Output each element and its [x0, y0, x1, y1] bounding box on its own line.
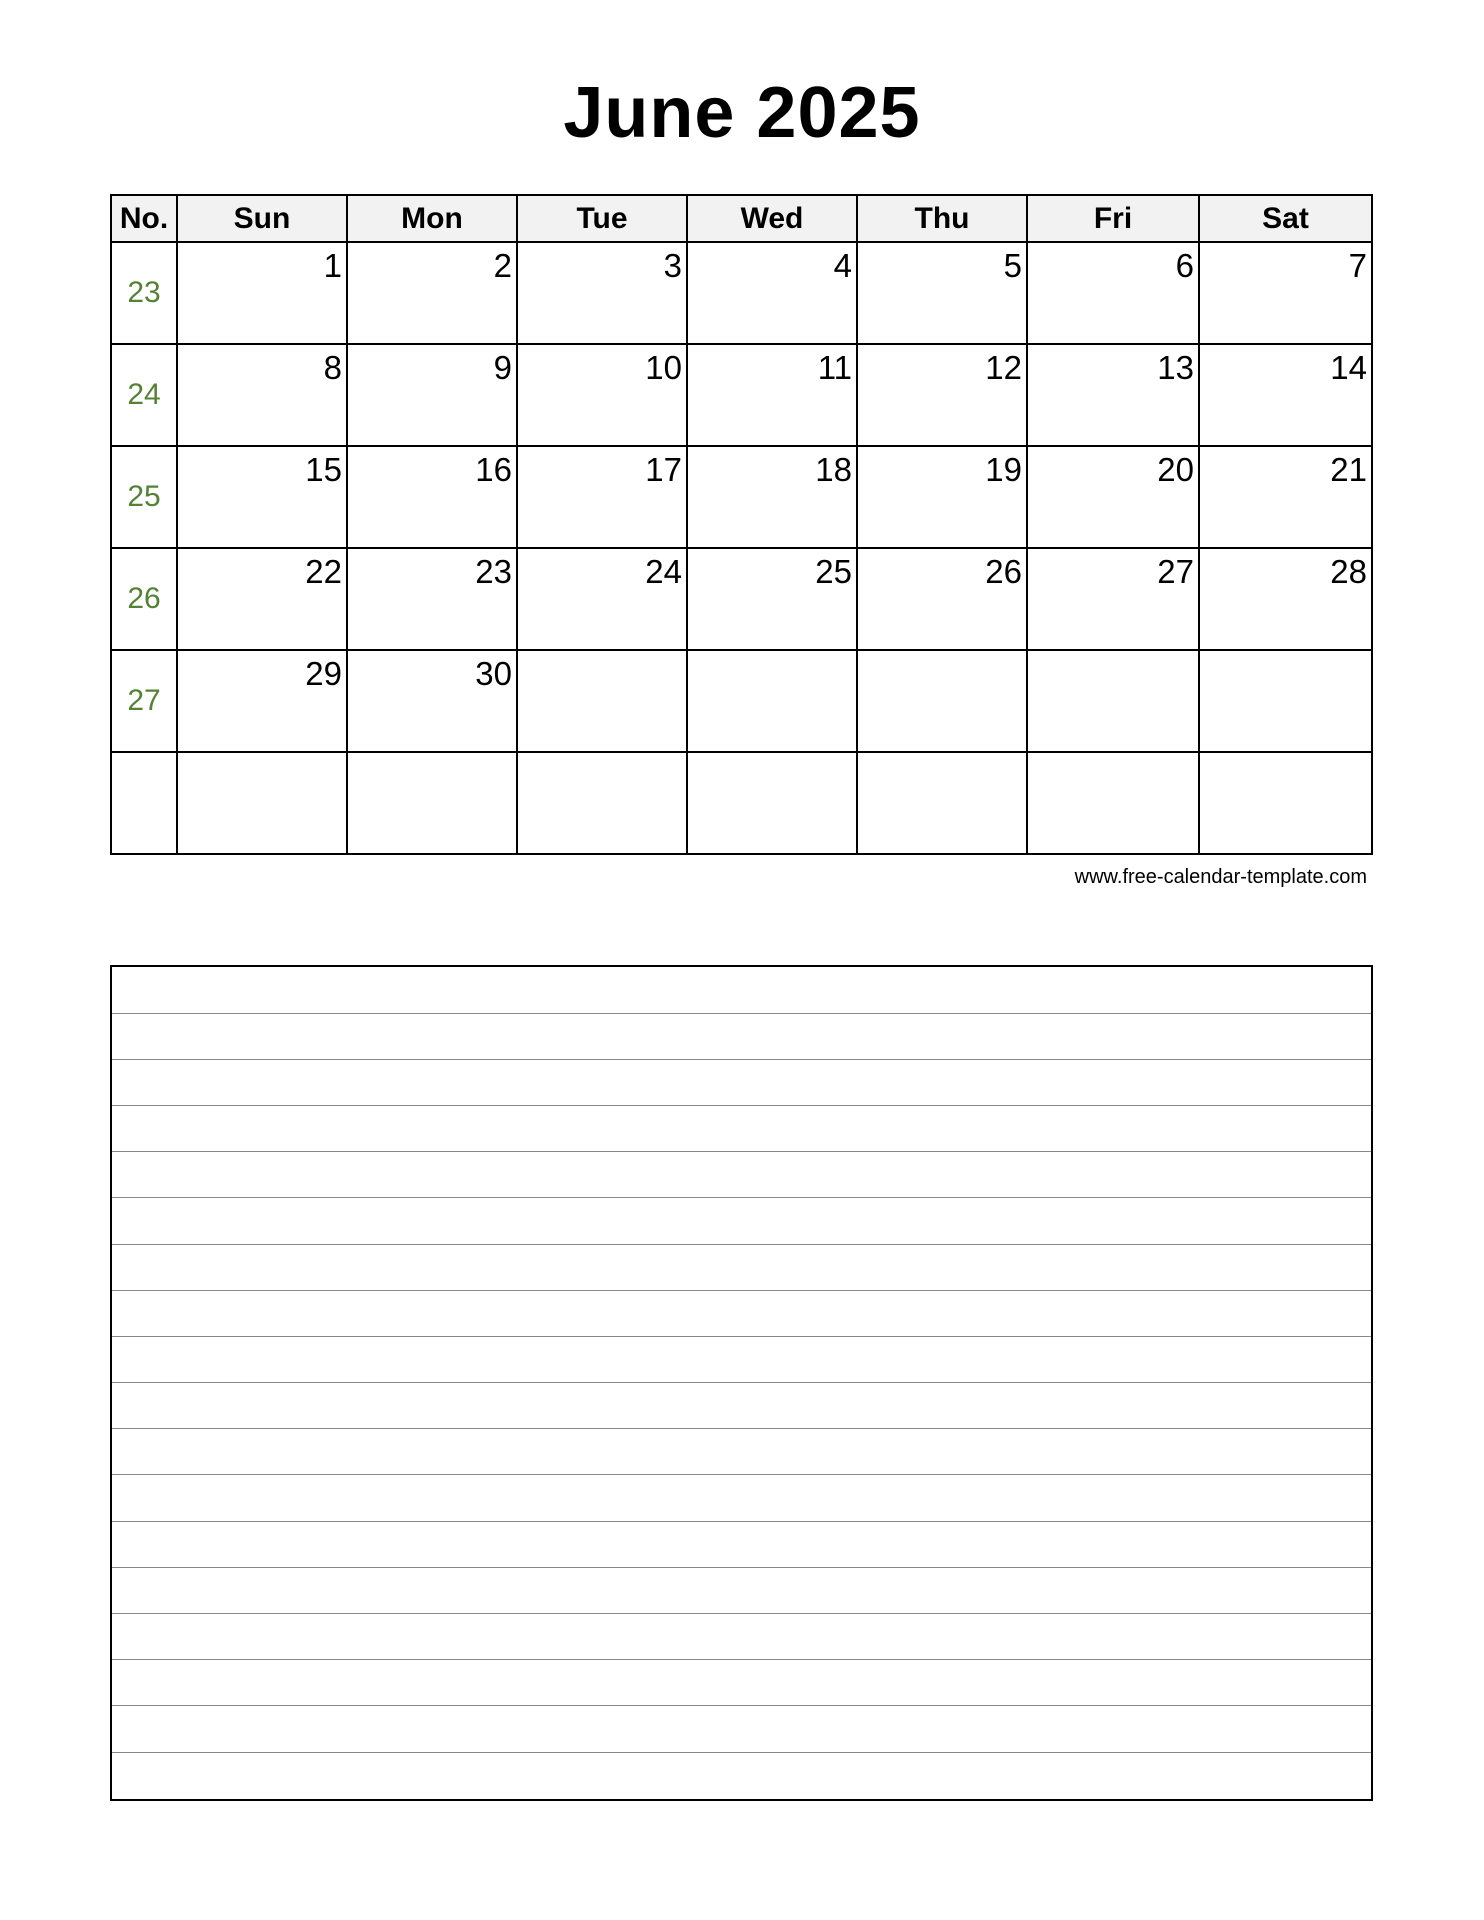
- note-line: [112, 1244, 1371, 1245]
- day-number: 20: [1157, 451, 1194, 488]
- calendar-grid: [110, 194, 1373, 855]
- day-cell: [857, 344, 1027, 446]
- day-number: 1: [323, 247, 342, 284]
- day-cell: [347, 344, 517, 446]
- day-number: 26: [985, 553, 1022, 590]
- day-number: 18: [815, 451, 852, 488]
- weekday-header-sun: Sun: [177, 195, 347, 242]
- note-line: [112, 1521, 1371, 1522]
- note-line: [112, 1752, 1371, 1753]
- day-number: 30: [475, 655, 512, 692]
- weekday-header-wed: Wed: [687, 195, 857, 242]
- week-row: [111, 242, 1372, 344]
- day-cell: [1199, 344, 1372, 446]
- note-line: [112, 1382, 1371, 1383]
- day-cell: [1199, 548, 1372, 650]
- day-cell: [517, 752, 687, 854]
- day-cell: [1027, 650, 1199, 752]
- day-number: [518, 753, 686, 757]
- weekday-header-fri: Fri: [1027, 195, 1199, 242]
- weekday-header-tue: Tue: [517, 195, 687, 242]
- day-number: [518, 651, 686, 655]
- day-cell: [1199, 242, 1372, 344]
- day-cell: [1027, 752, 1199, 854]
- day-number: 19: [985, 451, 1022, 488]
- day-cell: [517, 344, 687, 446]
- day-number: [348, 753, 516, 757]
- day-cell: [517, 446, 687, 548]
- day-number: [688, 651, 856, 655]
- day-number: [1028, 753, 1198, 757]
- week-number: 26: [111, 548, 177, 650]
- note-line: [112, 1567, 1371, 1568]
- day-number: 6: [1175, 247, 1194, 284]
- week-row: [111, 650, 1372, 752]
- day-cell: [177, 446, 347, 548]
- week-number: 27: [111, 650, 177, 752]
- day-cell: [347, 650, 517, 752]
- weekday-header-row: [111, 195, 1372, 242]
- week-number: 23: [111, 242, 177, 344]
- day-number: [1200, 753, 1371, 757]
- note-line: [112, 1659, 1371, 1660]
- note-line: [112, 1197, 1371, 1198]
- day-number: [688, 753, 856, 757]
- day-cell: [1027, 344, 1199, 446]
- day-cell: [1027, 446, 1199, 548]
- day-number: 29: [305, 655, 342, 692]
- notes-area: [110, 965, 1373, 1801]
- day-number: 11: [817, 349, 852, 386]
- day-cell: [517, 650, 687, 752]
- week-row: [111, 446, 1372, 548]
- week-number: 25: [111, 446, 177, 548]
- note-line: [112, 1013, 1371, 1014]
- day-number: [1200, 651, 1371, 655]
- day-number: 16: [475, 451, 512, 488]
- day-cell: [347, 752, 517, 854]
- note-line: [112, 1059, 1371, 1060]
- day-cell: [1027, 242, 1199, 344]
- day-number: 10: [645, 349, 682, 386]
- note-line: [112, 1705, 1371, 1706]
- day-cell: [687, 344, 857, 446]
- day-number: 9: [493, 349, 512, 386]
- day-number: 22: [305, 553, 342, 590]
- weekday-header-mon: Mon: [347, 195, 517, 242]
- week-number-header: No.: [111, 195, 177, 242]
- day-cell: [687, 446, 857, 548]
- note-line: [112, 1336, 1371, 1337]
- day-cell: [687, 548, 857, 650]
- day-cell: [517, 242, 687, 344]
- note-line: [112, 1428, 1371, 1429]
- day-number: 14: [1330, 349, 1367, 386]
- day-number: 24: [645, 553, 682, 590]
- day-cell: [177, 344, 347, 446]
- day-cell: [687, 650, 857, 752]
- day-number: 15: [305, 451, 342, 488]
- day-cell: [857, 752, 1027, 854]
- day-cell: [857, 446, 1027, 548]
- day-number: 2: [493, 247, 512, 284]
- day-number: [1028, 651, 1198, 655]
- day-number: [858, 753, 1026, 757]
- weekday-header-thu: Thu: [857, 195, 1027, 242]
- day-cell: [1199, 446, 1372, 548]
- day-number: 8: [323, 349, 342, 386]
- day-number: 13: [1157, 349, 1194, 386]
- day-number: 27: [1157, 553, 1194, 590]
- day-cell: [1027, 548, 1199, 650]
- note-line: [112, 1151, 1371, 1152]
- day-number: [858, 651, 1026, 655]
- day-number: 28: [1330, 553, 1367, 590]
- day-cell: [347, 446, 517, 548]
- week-number: [111, 752, 177, 854]
- day-cell: [857, 242, 1027, 344]
- note-line: [112, 1105, 1371, 1106]
- day-cell: [517, 548, 687, 650]
- day-number: 23: [475, 553, 512, 590]
- day-cell: [177, 242, 347, 344]
- day-number: [178, 753, 346, 757]
- note-line: [112, 1474, 1371, 1475]
- week-row: [111, 344, 1372, 446]
- day-number: 5: [1003, 247, 1022, 284]
- note-line: [112, 1290, 1371, 1291]
- day-number: 4: [833, 247, 852, 284]
- day-cell: [177, 548, 347, 650]
- day-cell: [857, 548, 1027, 650]
- day-number: 7: [1348, 247, 1367, 284]
- week-row: [111, 752, 1372, 854]
- day-cell: [1199, 650, 1372, 752]
- day-cell: [1199, 752, 1372, 854]
- note-line: [112, 1613, 1371, 1614]
- day-cell: [177, 650, 347, 752]
- day-cell: [177, 752, 347, 854]
- day-cell: [347, 242, 517, 344]
- week-row: [111, 548, 1372, 650]
- day-cell: [857, 650, 1027, 752]
- day-cell: [347, 548, 517, 650]
- calendar-title: June 2025: [563, 73, 921, 153]
- day-cell: [687, 752, 857, 854]
- day-number: 21: [1330, 451, 1367, 488]
- day-number: 12: [985, 349, 1022, 386]
- day-number: 25: [815, 553, 852, 590]
- day-number: 17: [645, 451, 682, 488]
- week-number: 24: [111, 344, 177, 446]
- weekday-header-sat: Sat: [1199, 195, 1372, 242]
- day-cell: [687, 242, 857, 344]
- day-number: 3: [663, 247, 682, 284]
- website-credit: www.free-calendar-template.com: [1074, 866, 1367, 888]
